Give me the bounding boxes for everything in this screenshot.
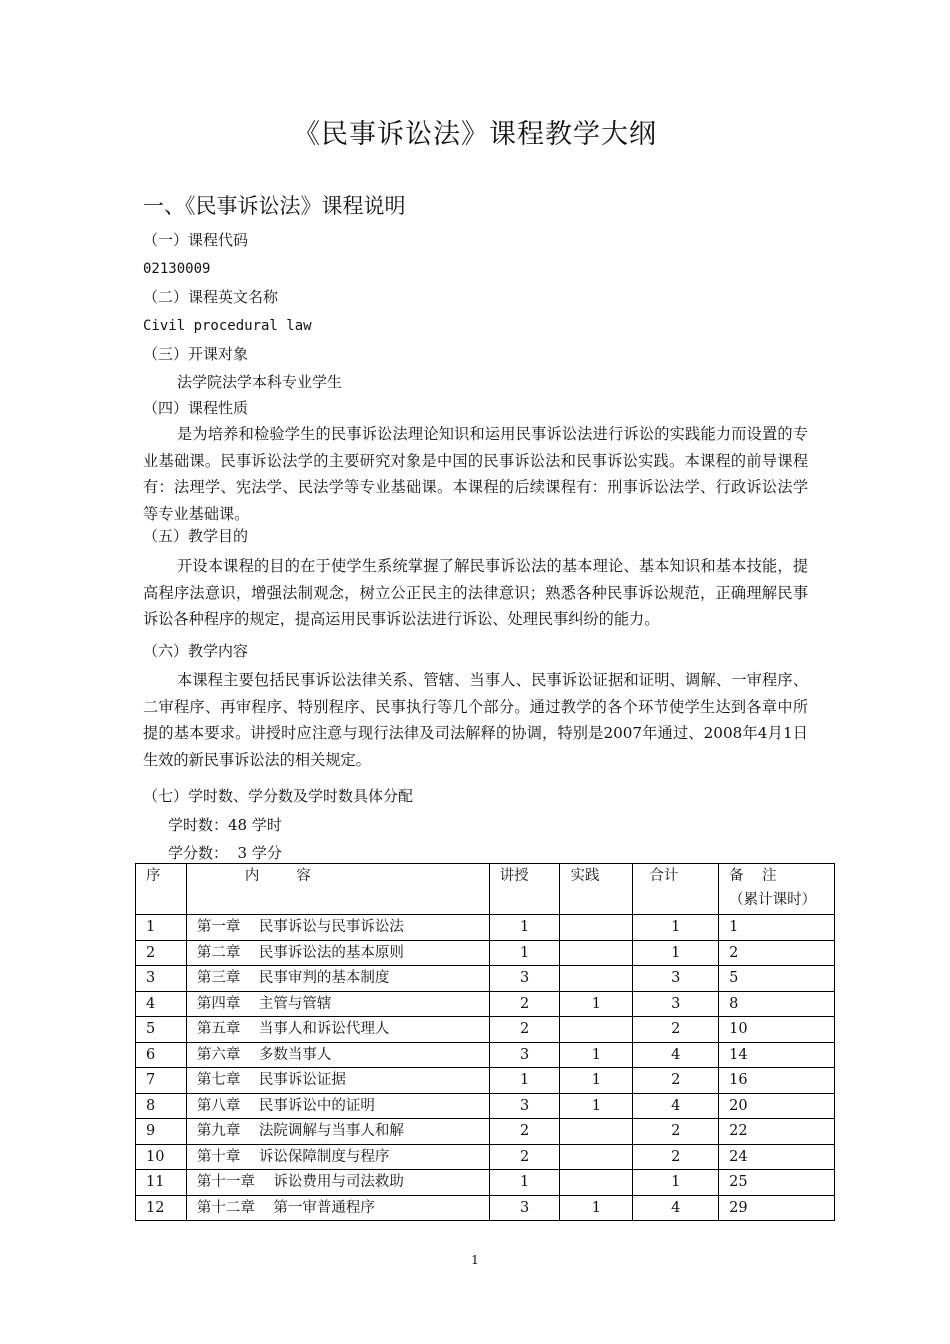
row-lecture: 1 bbox=[489, 1170, 560, 1196]
row-seq: 7 bbox=[136, 1068, 187, 1094]
row-content: 第十一章 诉讼费用与司法救助 bbox=[186, 1170, 489, 1196]
row-seq: 10 bbox=[136, 1144, 187, 1170]
row-lecture: 2 bbox=[489, 991, 560, 1017]
total-hours: 学时数：48 学时 bbox=[168, 816, 282, 834]
row-practice bbox=[560, 1144, 633, 1170]
row-lecture: 1 bbox=[489, 940, 560, 966]
header-note bbox=[719, 864, 835, 915]
row-note: 10 bbox=[719, 1017, 835, 1043]
goal-paragraph: 开设本课程的目的在于使学生系统掌握了解民事诉讼法的基本理论、基本知识和基本技能，提高程序法意识，增强法制观念，树立公正民主的法律意识；熟悉各种民事诉讼规范，正确理解民事诉讼各种程序的规定，提高运用民事诉讼法进行诉讼、处理民事纠纷的能力。 bbox=[143, 557, 808, 628]
row-content: 第二章 民事诉讼法的基本原则 bbox=[186, 940, 489, 966]
row-total: 2 bbox=[633, 1068, 719, 1094]
row-lecture: 2 bbox=[489, 1017, 560, 1043]
row-note: 5 bbox=[719, 966, 835, 992]
row-note: 2 bbox=[719, 940, 835, 966]
row-practice: 1 bbox=[560, 1195, 633, 1221]
row-seq: 12 bbox=[136, 1195, 187, 1221]
row-total: 2 bbox=[633, 1144, 719, 1170]
row-seq: 2 bbox=[136, 940, 187, 966]
content-label: （六）教学内容 bbox=[143, 642, 249, 660]
hours-table bbox=[135, 863, 835, 1221]
table-row bbox=[136, 1068, 835, 1094]
row-lecture: 3 bbox=[489, 1195, 560, 1221]
row-total: 1 bbox=[633, 940, 719, 966]
row-lecture: 3 bbox=[489, 1093, 560, 1119]
table-row bbox=[136, 966, 835, 992]
table-row bbox=[136, 1042, 835, 1068]
row-lecture: 3 bbox=[489, 966, 560, 992]
row-seq: 8 bbox=[136, 1093, 187, 1119]
row-practice: 1 bbox=[560, 991, 633, 1017]
nature-label: （四）课程性质 bbox=[143, 399, 249, 417]
table-header-row bbox=[136, 864, 835, 915]
row-practice bbox=[560, 1170, 633, 1196]
table-row bbox=[136, 1144, 835, 1170]
table-row bbox=[136, 1195, 835, 1221]
row-practice bbox=[560, 915, 633, 941]
row-total: 4 bbox=[633, 1093, 719, 1119]
row-content: 第三章 民事审判的基本制度 bbox=[186, 966, 489, 992]
row-note: 8 bbox=[719, 991, 835, 1017]
page-title: 《民事诉讼法》课程教学大纲 bbox=[293, 119, 657, 150]
row-practice bbox=[560, 966, 633, 992]
row-content: 第五章 当事人和诉讼代理人 bbox=[186, 1017, 489, 1043]
row-total: 1 bbox=[633, 915, 719, 941]
row-note: 29 bbox=[719, 1195, 835, 1221]
row-lecture: 1 bbox=[489, 915, 560, 941]
row-lecture: 2 bbox=[489, 1144, 560, 1170]
row-seq: 3 bbox=[136, 966, 187, 992]
goal-label: （五）教学目的 bbox=[143, 527, 249, 545]
audience-value: 法学院法学本科专业学生 bbox=[177, 373, 343, 391]
row-note: 24 bbox=[719, 1144, 835, 1170]
row-total: 2 bbox=[633, 1119, 719, 1145]
header-note-sub: （累计课时） bbox=[729, 892, 817, 908]
row-content: 第六章 多数当事人 bbox=[186, 1042, 489, 1068]
row-total: 3 bbox=[633, 991, 719, 1017]
row-practice: 1 bbox=[560, 1068, 633, 1094]
row-content: 第八章 民事诉讼中的证明 bbox=[186, 1093, 489, 1119]
row-seq: 1 bbox=[136, 915, 187, 941]
row-total: 3 bbox=[633, 966, 719, 992]
row-total: 1 bbox=[633, 1170, 719, 1196]
row-content: 第七章 民事诉讼证据 bbox=[186, 1068, 489, 1094]
row-note: 20 bbox=[719, 1093, 835, 1119]
audience-label: （三）开课对象 bbox=[143, 345, 249, 363]
row-seq: 5 bbox=[136, 1017, 187, 1043]
row-lecture: 3 bbox=[489, 1042, 560, 1068]
nature-paragraph: 是为培养和检验学生的民事诉讼法理论知识和运用民事诉讼法进行诉讼的实践能力而设置的专业基础课。民事诉讼法学的主要研究对象是中国的民事诉讼法和民事诉讼实践。本课程的前导课程有：法理学、宪法学、民法学等专业基础课。本课程的后续课程有：刑事诉讼法学、行政诉讼法学等专业基础课。 bbox=[143, 425, 808, 523]
table-row bbox=[136, 991, 835, 1017]
course-code-label: （一）课程代码 bbox=[143, 231, 249, 249]
table-row bbox=[136, 1170, 835, 1196]
row-lecture: 1 bbox=[489, 1068, 560, 1094]
row-seq: 4 bbox=[136, 991, 187, 1017]
table-row bbox=[136, 1017, 835, 1043]
english-name-label: （二）课程英文名称 bbox=[143, 288, 279, 306]
page-number: 1 bbox=[471, 1253, 479, 1267]
row-note: 25 bbox=[719, 1170, 835, 1196]
row-note: 22 bbox=[719, 1119, 835, 1145]
english-name-value: Civil procedural law bbox=[143, 318, 312, 334]
row-seq: 9 bbox=[136, 1119, 187, 1145]
row-seq: 11 bbox=[136, 1170, 187, 1196]
row-content: 第十章 诉讼保障制度与程序 bbox=[186, 1144, 489, 1170]
header-content: 内 容 bbox=[186, 864, 489, 915]
row-practice: 1 bbox=[560, 1093, 633, 1119]
row-note: 14 bbox=[719, 1042, 835, 1068]
header-practice: 实践 bbox=[560, 864, 633, 915]
header-lecture: 讲授 bbox=[489, 864, 560, 915]
row-total: 4 bbox=[633, 1042, 719, 1068]
row-content: 第九章 法院调解与当事人和解 bbox=[186, 1119, 489, 1145]
hours-label: （七）学时数、学分数及学时数具体分配 bbox=[143, 787, 414, 805]
table-row bbox=[136, 1093, 835, 1119]
row-seq: 6 bbox=[136, 1042, 187, 1068]
table-row bbox=[136, 1119, 835, 1145]
table-row bbox=[136, 940, 835, 966]
table-row bbox=[136, 915, 835, 941]
row-practice bbox=[560, 940, 633, 966]
row-lecture: 2 bbox=[489, 1119, 560, 1145]
row-content: 第十二章 第一审普通程序 bbox=[186, 1195, 489, 1221]
row-practice: 1 bbox=[560, 1042, 633, 1068]
row-note: 1 bbox=[719, 915, 835, 941]
course-code-value: 02130009 bbox=[143, 261, 211, 277]
row-practice bbox=[560, 1119, 633, 1145]
content-paragraph: 本课程主要包括民事诉讼法律关系、管辖、当事人、民事诉讼证据和证明、调解、一审程序、二审程序、再审程序、特别程序、民事执行等几个部分。通过教学的各个环节使学生达到各章中所提的基本要求。讲授时应注意与现行法律及司法解释的协调，特别是2007年通过、2008年4月1日生效的新民事诉讼法的相关规定。 bbox=[143, 671, 808, 769]
row-content: 第四章 主管与管辖 bbox=[186, 991, 489, 1017]
row-note: 16 bbox=[719, 1068, 835, 1094]
credits: 学分数： 3 学分 bbox=[168, 844, 282, 862]
row-total: 2 bbox=[633, 1017, 719, 1043]
row-total: 4 bbox=[633, 1195, 719, 1221]
header-total: 合计 bbox=[633, 864, 719, 915]
row-content: 第一章 民事诉讼与民事诉讼法 bbox=[186, 915, 489, 941]
row-practice bbox=[560, 1017, 633, 1043]
header-seq: 序 bbox=[136, 864, 187, 915]
section-heading: 一、《民事诉讼法》课程说明 bbox=[143, 194, 406, 218]
table-body bbox=[136, 915, 835, 1221]
header-note-label: 备 注 bbox=[729, 868, 777, 884]
